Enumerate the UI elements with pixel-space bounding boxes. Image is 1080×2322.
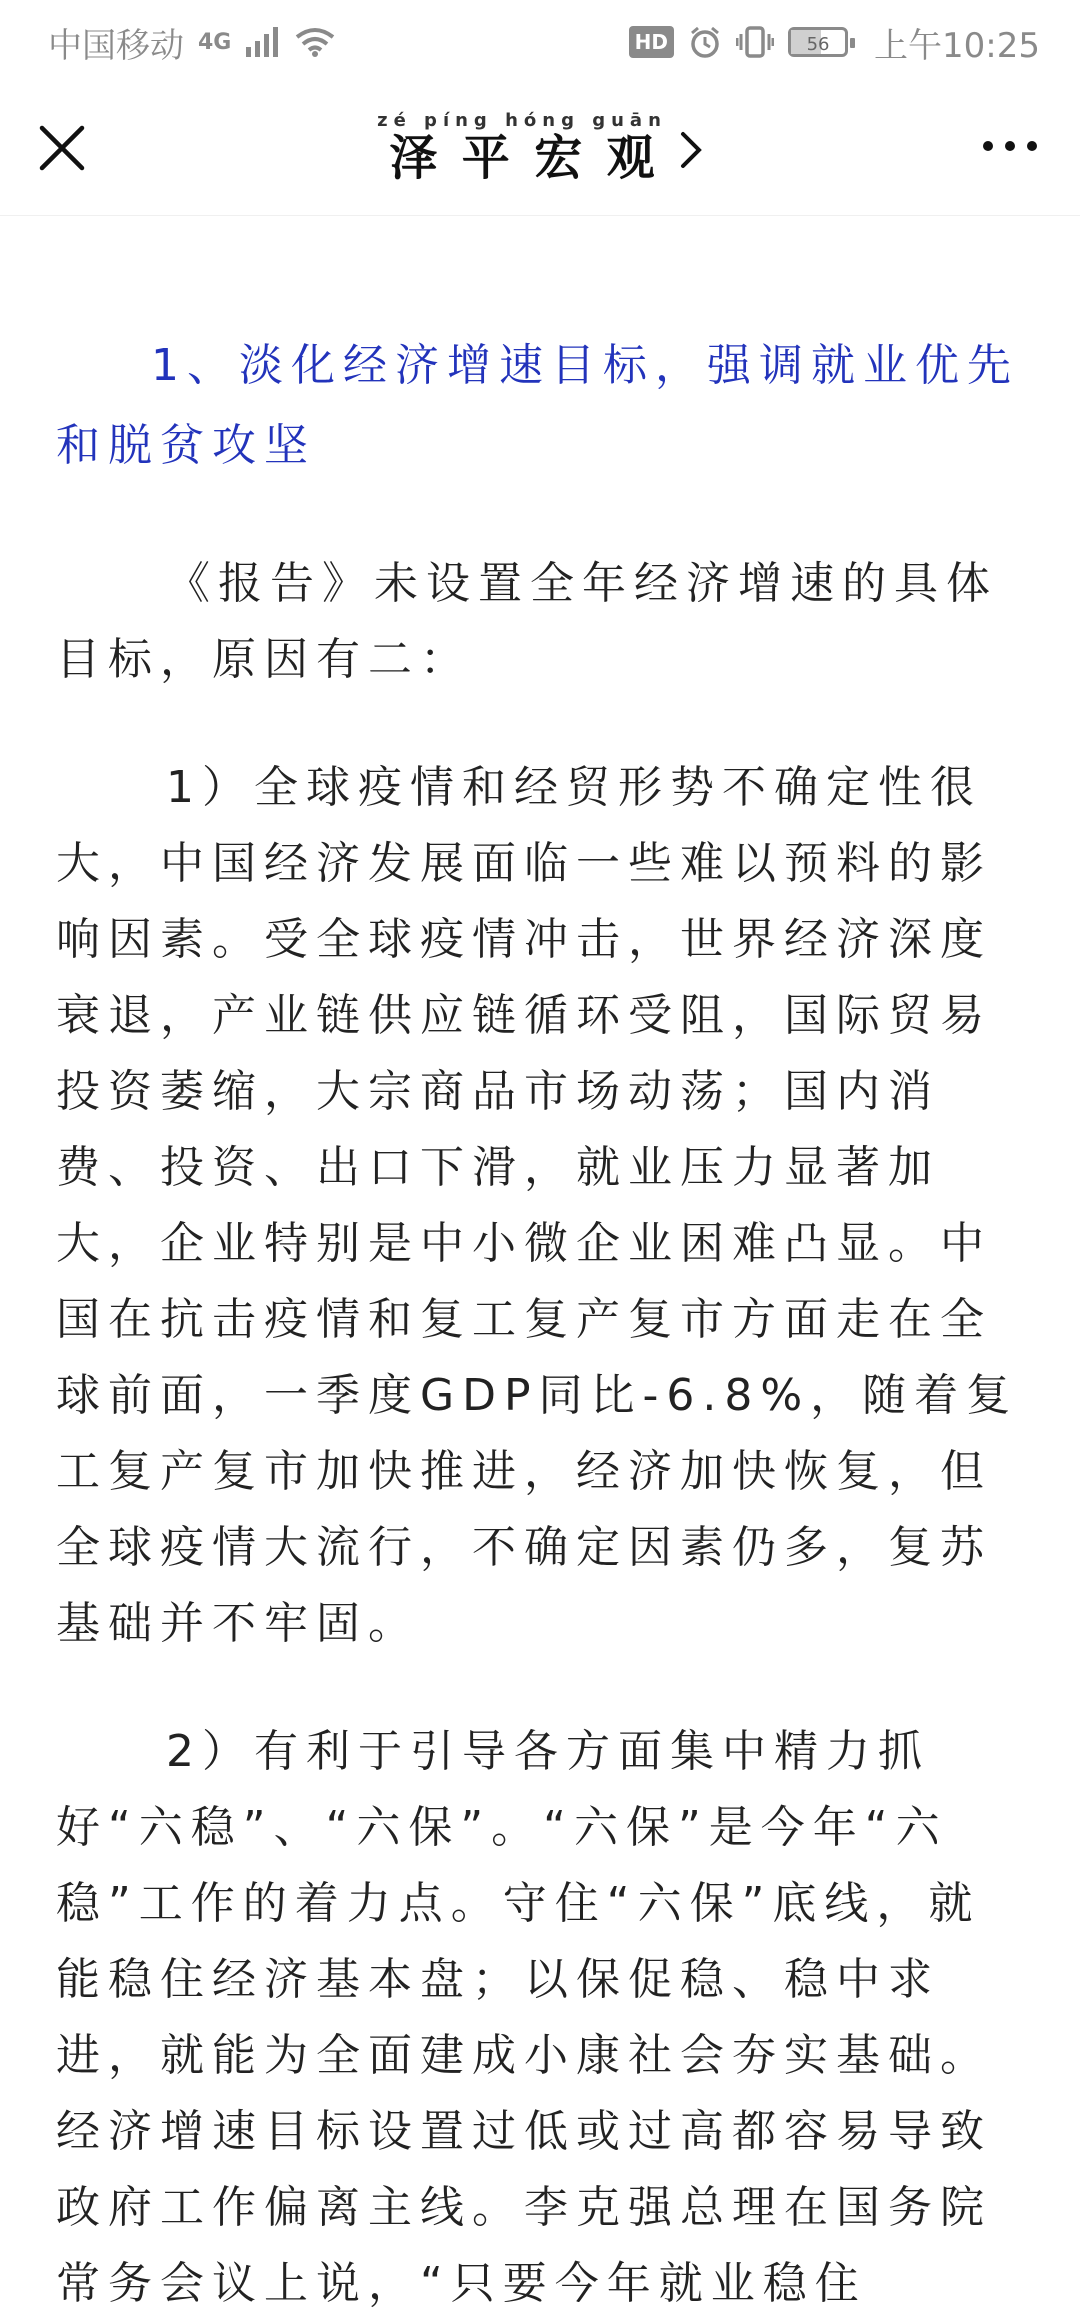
- status-left: [48, 18, 335, 67]
- clock: 上午10:25: [874, 25, 1040, 66]
- status-right: [629, 18, 1040, 67]
- article-paragraph: 《报告》未设置全年经济增速的具体目标，原因有二：: [56, 558, 998, 685]
- carrier-label: 中国移动: [48, 25, 184, 66]
- signal-icon: [245, 27, 281, 57]
- article-paragraph: 2）有利于引导各方面集中精力抓好“六稳”、“六保”。“六保”是今年“六稳”工作的着力点。守住“六保”底线，就能稳住经济基本盘；以保促稳、稳中求进，就能为全面建成小康社会夯实基础。经济增速目标设置过低或过高都容易导致政府工作偏离主线。李克强总理在国务院常务会议上说，“只要今年就业稳住: [56, 1726, 992, 2309]
- wifi-icon: [295, 27, 335, 57]
- article-paragraph: 1）全球疫情和经贸形势不确定性很大，中国经济发展面临一些难以预料的影响因素。受全球疫情冲击，世界经济深度衰退，产业链供应链循环受阻，国际贸易投资萎缩，大宗商品市场动荡；国内消费、投资、出口下滑，就业压力显著加大，企业特别是中小微企业困难凸显。中国在抗击疫情和复工复产复市方面走在全球前面，一季度GDP同比-6.8%，随着复工复产复市加快推进，经济加快恢复，但全球疫情大流行，不确定因素仍多，复苏基础并不牢固。: [56, 762, 1019, 1649]
- status-bar: [0, 0, 1080, 84]
- vibrate-icon: [736, 25, 774, 59]
- account-title: 泽平宏观zé píng hóng guān: [377, 109, 667, 186]
- more-icon[interactable]: [980, 134, 1040, 158]
- hd-icon: HD: [629, 26, 674, 58]
- alarm-icon: [688, 25, 722, 59]
- chevron-right-icon: [679, 130, 703, 170]
- close-icon[interactable]: [34, 120, 90, 176]
- battery-level: 56: [806, 34, 830, 55]
- section-heading: 1、淡化经济增速目标，强调就业优先和脱贫攻坚: [56, 340, 1019, 471]
- network-type: 4G: [198, 29, 232, 55]
- nav-bar: [0, 84, 1080, 216]
- battery-icon: [788, 27, 848, 57]
- article-body: [0, 326, 1080, 2322]
- account-title-link[interactable]: [377, 109, 703, 188]
